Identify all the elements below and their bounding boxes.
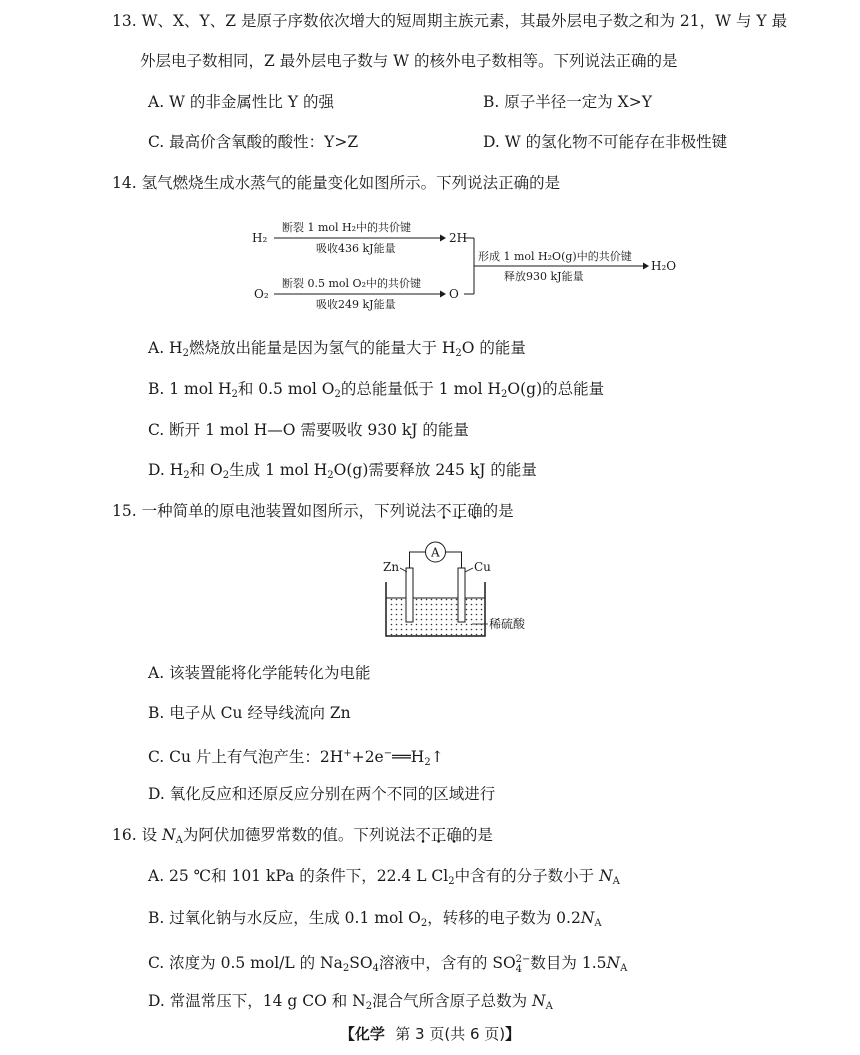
q13-option-c: C. 最高价含氧酸的酸性：Y>Z xyxy=(148,133,359,151)
arrow-h2o-head xyxy=(643,263,649,270)
diagram-absorb-249: 吸收249 kJ能量 xyxy=(316,298,396,311)
diagram-break-o2: 断裂 0.5 mol O₂中的共价键 xyxy=(282,277,421,290)
q13-option-b: B. 原子半径一定为 X>Y xyxy=(483,93,652,111)
diagram-o2: O₂ xyxy=(254,287,269,301)
q14-option-a: A. $H_2$燃烧放出能量是因为氢气的能量大于 $H_2O$ 的能量 xyxy=(148,339,526,359)
cu-pointer xyxy=(465,568,473,572)
diagram-release-930: 释放930 kJ能量 xyxy=(504,270,584,283)
q16-stem: 16. 设 $N_A$为阿伏加德罗常数的值。下列说法不正确的是 xyxy=(112,826,493,846)
ammeter-label: A xyxy=(431,545,440,560)
q14-option-c: C. 断开 1 mol H—O 需要吸收 930 kJ 的能量 xyxy=(148,421,469,439)
zn-label: Zn xyxy=(383,560,400,574)
diagram-break-h2: 断裂 1 mol H₂中的共价键 xyxy=(282,221,412,234)
zn-electrode xyxy=(406,568,413,622)
emphasis-char: 正 xyxy=(430,826,447,844)
diagram-form-h2o: 形成 1 mol H₂O(g)中的共价键 xyxy=(478,250,632,263)
q14-option-b: B. 1 mol $H_2$和 0.5 mol $O_2$的总能量低于 1 mol $H_2O(g)$的总能量 xyxy=(148,380,605,400)
page-number: 第 3 页(共 6 页) xyxy=(395,1025,506,1043)
emphasis-char: 确 xyxy=(467,502,483,520)
wire-left xyxy=(410,552,426,568)
diagram-absorb-436: 吸收436 kJ能量 xyxy=(316,242,396,255)
page-footer: 【化学 第 3 页(共 6 页)】 xyxy=(339,1025,521,1043)
q13-option-a: A. W 的非金属性比 Y 的强 xyxy=(148,93,334,111)
emphasis-char: 不 xyxy=(415,826,431,844)
diagram-o: O xyxy=(449,287,459,301)
q15-option-a: A. 该装置能将化学能转化为电能 xyxy=(148,664,371,682)
wire-right xyxy=(446,552,462,568)
q16-option-a: A. 25 ℃和 101 kPa 的条件下，22.4 L $Cl_2$中含有的分子数小于 $N_A$ xyxy=(148,867,620,887)
diagram-h2: H₂ xyxy=(252,231,268,245)
arrow-o2-head xyxy=(440,291,446,298)
q15-option-d: D. 氧化反应和还原反应分别在两个不同的区域进行 xyxy=(148,785,496,803)
q16-option-c: C. 浓度为 0.5 mol/L 的 $Na_2SO_4$溶液中，含有的 $SO^{2-}$ 4 数目为 $1.5N_A$ xyxy=(148,954,628,975)
emphasis-char: 正 xyxy=(451,502,468,520)
q13-stem-line1: 13. W、X、Y、Z 是原子序数依次增大的短周期主族元素，其最外层电子数之和为 21，W 与 Y 最 xyxy=(112,12,788,30)
diagram-2h: 2H xyxy=(449,231,468,245)
arrow-h2-head xyxy=(440,235,446,242)
q13-option-d: D. W 的氢化物不可能存在非极性键 xyxy=(483,133,728,151)
diagram-h2o: H₂O xyxy=(651,259,677,273)
acid-solution xyxy=(388,598,483,636)
q14-option-d: D. $H_2$和 $O_2$生成 1 mol $H_2O(g)$需要释放 245 kJ 的能量 xyxy=(148,461,537,481)
energy-diagram xyxy=(0,212,860,312)
emphasis-char: 确 xyxy=(446,826,462,844)
q15-option-b: B. 电子从 Cu 经导线流向 Zn xyxy=(148,704,351,722)
q16-option-d: D. 常温常压下，14 g CO 和 $N_2$混合气所含原子总数为 $N_A$ xyxy=(148,992,553,1012)
emphasis-char: 不 xyxy=(436,502,452,520)
galvanic-cell-diagram xyxy=(370,538,570,638)
cu-electrode xyxy=(458,568,465,622)
q15-option-c: C. Cu 片上有气泡产生：$2H^++2e^-══H_2↑$ xyxy=(148,748,444,768)
q15-stem: 15. 一种简单的原电池装置如图所示，下列说法不正确的是 xyxy=(112,502,514,520)
q16-option-b: B. 过氧化钠与水反应，生成 0.1 mol $O_2$，转移的电子数为 $0.2N_A$ xyxy=(148,909,602,929)
acid-label: 稀硫酸 xyxy=(489,617,526,631)
q13-stem-line2: 外层电子数相同，Z 最外层电子数与 W 的核外电子数相等。下列说法正确的是 xyxy=(140,52,678,70)
q14-stem: 14. 氢气燃烧生成水蒸气的能量变化如图所示。下列说法正确的是 xyxy=(112,174,561,192)
cu-label: Cu xyxy=(474,560,491,574)
